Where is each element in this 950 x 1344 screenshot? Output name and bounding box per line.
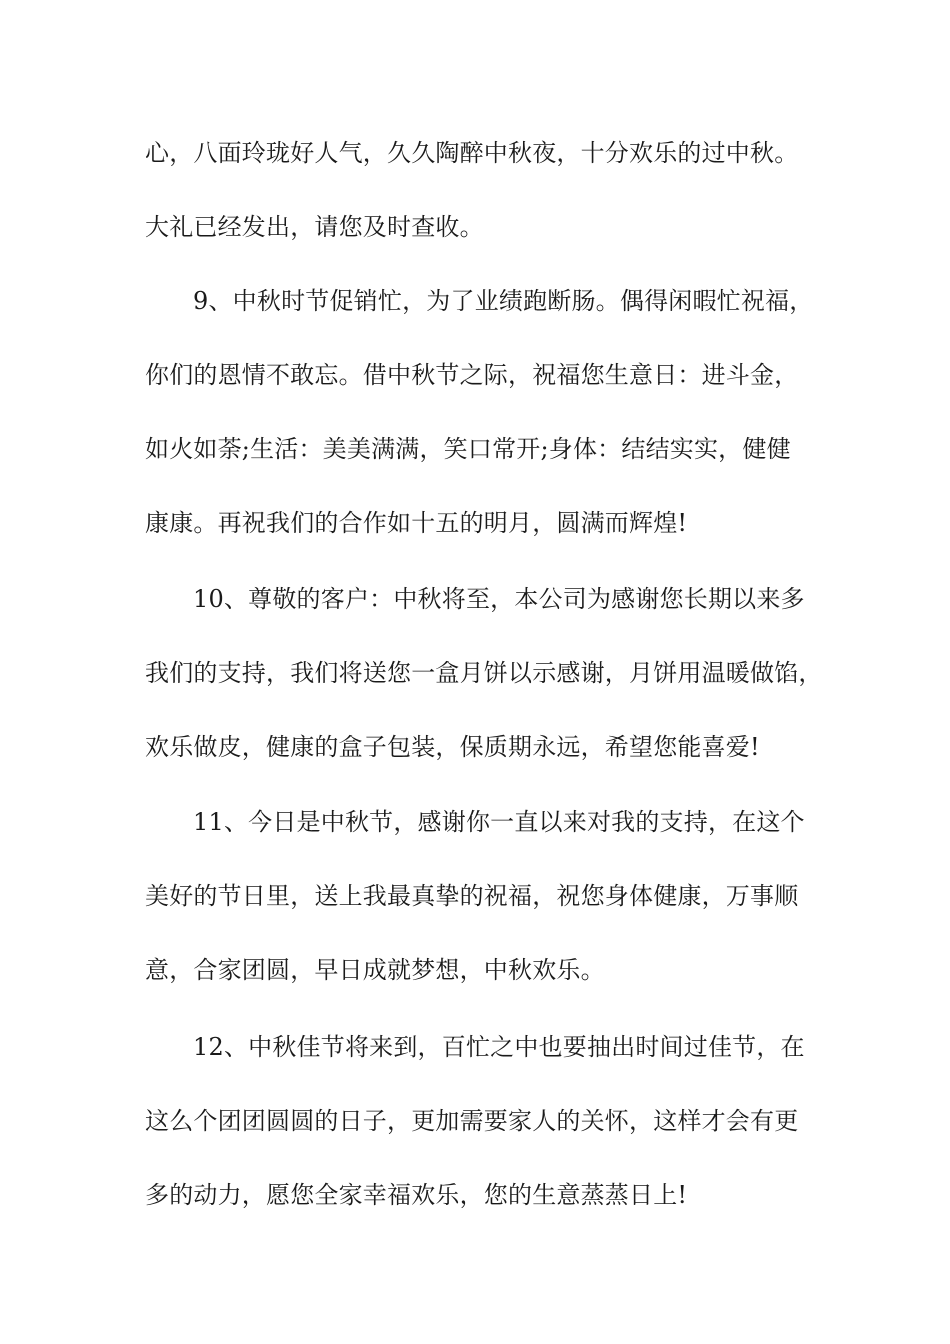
text-line: 心，八面玲珑好人气，久久陶醉中秋夜，十分欢乐的过中秋。 bbox=[145, 139, 799, 167]
text-line: 欢乐做皮，健康的盒子包装，保质期永远，希望您能喜爱! bbox=[145, 733, 760, 761]
text-line: 我们的支持，我们将送您一盒月饼以示感谢，月饼用温暖做馅， bbox=[145, 659, 823, 687]
text-line: 你们的恩情不敢忘。借中秋节之际，祝福您生意日：进斗金， bbox=[145, 361, 799, 389]
text-line: 意，合家团圆，早日成就梦想，中秋欢乐。 bbox=[145, 956, 605, 984]
text-line: 这么个团团圆圆的日子，更加需要家人的关怀，这样才会有更 bbox=[145, 1107, 799, 1135]
paragraph-10-start: 10、尊敬的客户：中秋将至，本公司为感谢您长期以来多 bbox=[193, 585, 805, 613]
text-line: 多的动力，愿您全家幸福欢乐，您的生意蒸蒸日上! bbox=[145, 1181, 688, 1209]
text-line: 大礼已经发出，请您及时查收。 bbox=[145, 213, 484, 241]
paragraph-12-start: 12、中秋佳节将来到，百忙之中也要抽出时间过佳节，在 bbox=[193, 1033, 805, 1061]
text-line: 如火如荼;生活：美美满满，笑口常开;身体：结结实实，健健 bbox=[145, 435, 791, 463]
paragraph-11-start: 11、今日是中秋节，感谢你一直以来对我的支持，在这个 bbox=[193, 808, 805, 836]
text-line: 美好的节日里，送上我最真挚的祝福，祝您身体健康，万事顺 bbox=[145, 882, 799, 910]
paragraph-9-start: 9、中秋时节促销忙，为了业绩跑断肠。偶得闲暇忙祝福， bbox=[193, 287, 814, 315]
text-line: 康康。再祝我们的合作如十五的明月，圆满而辉煌! bbox=[145, 509, 688, 537]
